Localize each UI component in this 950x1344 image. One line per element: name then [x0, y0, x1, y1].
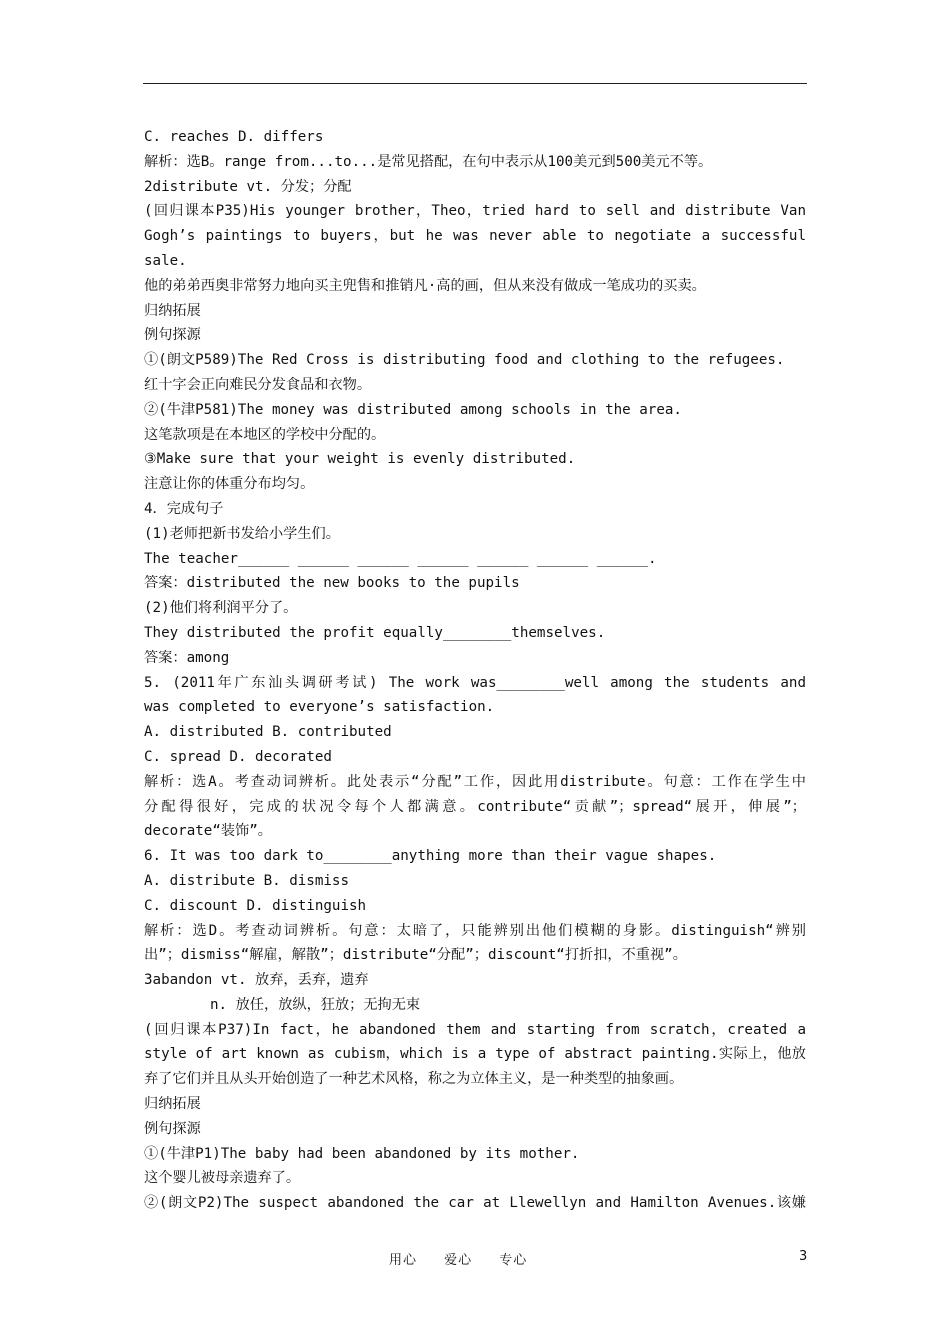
text-line: 红十字会正向难民分发食品和衣物。 [144, 376, 372, 393]
option-line: C. spread D. decorated [144, 748, 332, 765]
text-line: They distributed the profit equally________themselves. [144, 624, 606, 641]
section-heading: 归纳拓展 [144, 302, 201, 319]
text-line: 2distribute vt. 分发；分配 [144, 178, 352, 195]
section-heading: 归纳拓展 [144, 1096, 201, 1113]
analysis-line: 分配得很好，完成的状况令每个人都满意。contribute“贡献”；spread“展开，伸展”； [144, 798, 806, 815]
analysis-line: 解析：选D。考查动词辨析。句意：太暗了，只能辨别出他们模糊的身影。distinguish“辨别 [144, 922, 806, 939]
text-line: ①(牛津P1)The baby had been abandoned by its mother. [144, 1145, 580, 1162]
text-line: C. reaches D. differs [144, 129, 324, 145]
question-line: 5. (2011年广东汕头调研考试) The work was________well among the students and [144, 674, 806, 691]
text-line: The teacher______ ______ ______ ______ ______ ______ ______. [144, 550, 657, 567]
text-line: ②(牛津P581)The money was distributed among schools in the area. [144, 401, 682, 418]
text-line: 他的弟弟西奥非常努力地向买主兜售和推销凡·高的画，但从来没有做成一笔成功的买卖。 [144, 277, 706, 294]
option-line: C. discount D. distinguish [144, 897, 367, 914]
text-line: Gogh’s paintings to buyers，but he was never able to negotiate a successful [144, 228, 806, 245]
vocab-noun-line: n. 放任，放纵，狂放；无拘无束 [210, 996, 421, 1013]
page-number: 3 [799, 1249, 808, 1264]
text-line: (回归课本P35)His younger brother，Theo，tried hard to sell and distribute Van [144, 203, 806, 220]
text-line: ②(朗文P2)The suspect abandoned the car at Llewellyn and Hamilton Avenues.该嫌 [144, 1195, 806, 1212]
text-line: (1)老师把新书发给小学生们。 [144, 525, 340, 542]
footer-text: 用心 爱心 专心 [389, 1253, 528, 1268]
exercise-heading: 4．完成句子 [144, 500, 224, 517]
analysis-line: 解析：选A。考查动词辨析。此处表示“分配”工作，因此用distribute。句意：工作在学生中 [144, 773, 806, 790]
section-heading: 例句探源 [144, 327, 201, 344]
text-line: (回归课本P37)In fact，he abandoned them and starting from scratch，created a [144, 1021, 806, 1038]
answer-line: 答案：among [144, 649, 230, 666]
option-line: A. distributed B. contributed [144, 724, 392, 741]
text-line: (2)他们将利润平分了。 [144, 600, 298, 617]
analysis-line: decorate“装饰”。 [144, 823, 272, 840]
text-line: was completed to everyone’s satisfaction. [144, 699, 495, 716]
text-line: ③Make sure that your weight is evenly distributed. [144, 451, 576, 468]
option-line: A. distribute B. dismiss [144, 872, 349, 889]
vocab-heading: 3abandon vt. 放弃，丢弃，遗弃 [144, 972, 369, 989]
analysis-line: 出”；dismiss“解雇，解散”；distribute“分配”；discount“打折扣，不重视”。 [144, 947, 687, 964]
section-heading: 例句探源 [144, 1120, 201, 1137]
document-body [144, 125, 806, 1216]
text-line: sale. [144, 252, 187, 269]
text-line: 这个婴儿被母亲遗弃了。 [144, 1170, 301, 1187]
text-line: 弃了它们并且从头开始创造了一种艺术风格，称之为立体主义，是一种类型的抽象画。 [144, 1071, 684, 1088]
text-line: 这笔款项是在本地区的学校中分配的。 [144, 426, 386, 443]
text-line: ①(朗文P589)The Red Cross is distributing food and clothing to the refugees. [144, 352, 785, 369]
question-line: 6. It was too dark to________anything more than their vague shapes. [144, 848, 717, 865]
text-line: 解析：选B。range from...to...是常见搭配，在句中表示从100美元到500美元不等。 [144, 153, 713, 170]
answer-line: 答案：distributed the new books to the pupils [144, 575, 520, 592]
text-line: 注意让你的体重分布均匀。 [144, 476, 315, 493]
header-rule [143, 83, 807, 84]
text-line: style of art known as cubism，which is a type of abstract painting.实际上，他放 [144, 1046, 806, 1063]
